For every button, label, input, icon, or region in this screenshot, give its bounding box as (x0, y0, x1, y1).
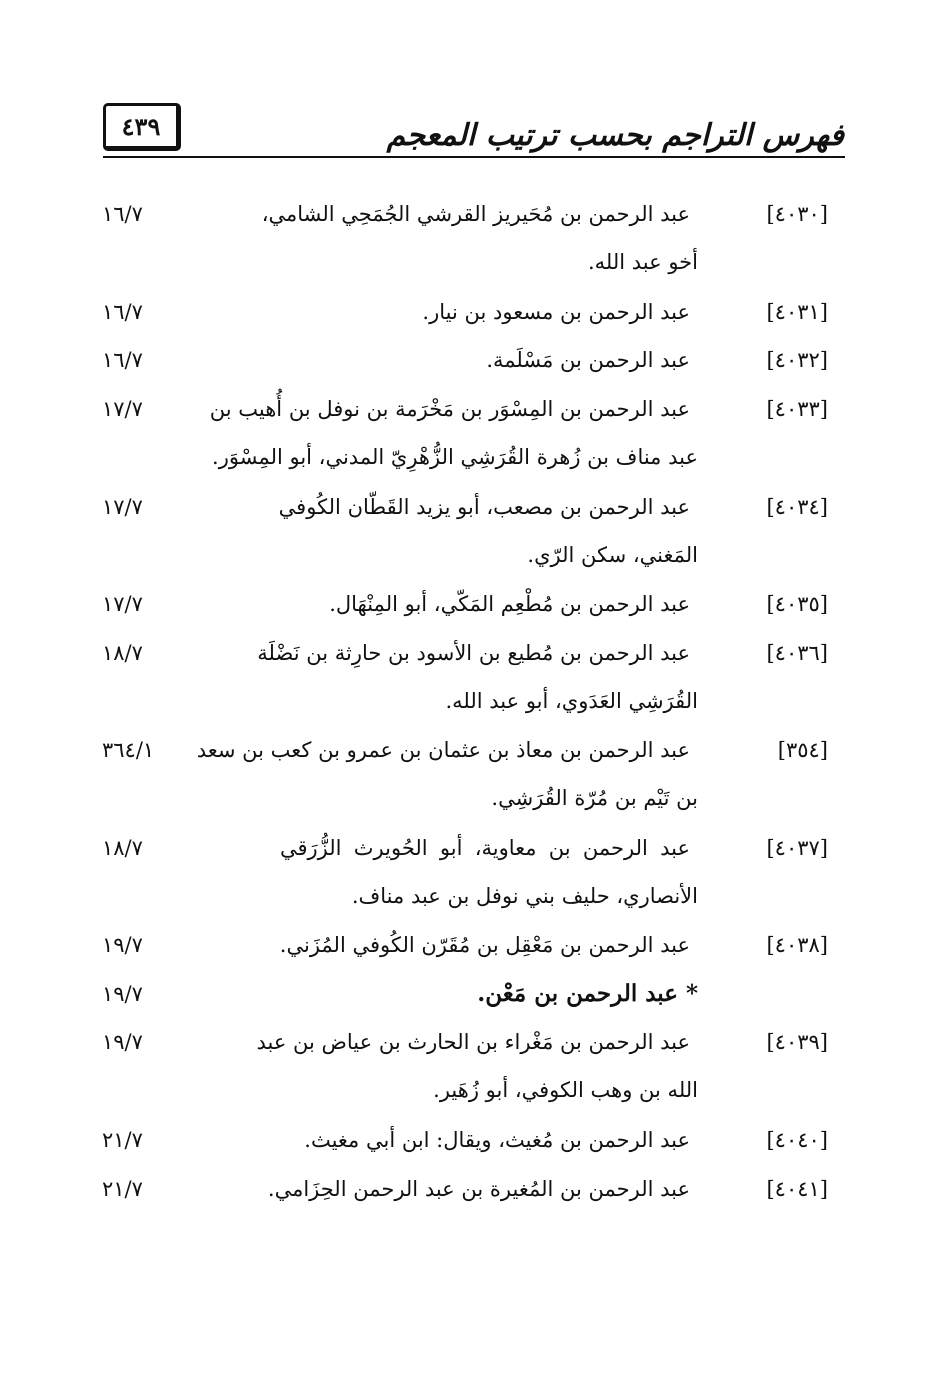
entry-number: [٤٠٣٩] (766, 1030, 828, 1054)
volume-page-reference: ١٩/٧ (102, 933, 143, 957)
entry-number: [٤٠٣٣] (766, 397, 828, 421)
entry-text-line: عبد الرحمن بن المِسْوَر بن مَخْرَمة بن نوفل بن أُهيب بن (209, 397, 690, 421)
entry-text-line: عبد الرحمن بن معاوية، أبو الحُويرث الزُّرَقي (280, 836, 690, 860)
entry-text-line: عبد الرحمن بن مسعود بن نيار. (422, 300, 690, 324)
entry-text-line: الله بن وهب الكوفي، أبو زُهَير. (433, 1078, 698, 1102)
entry-text-line: بن تَيْم بن مُرّة القُرَشِي. (491, 786, 698, 810)
entry-number: [٤٠٣٨] (766, 933, 828, 957)
entry-text-line: عبد الرحمن بن مُطيع بن الأسود بن حارِثة بن نَضْلَة (257, 641, 690, 665)
entry-text-line: الأنصاري، حليف بني نوفل بن عبد مناف. (351, 884, 698, 908)
entry-text-line: عبد الرحمن بن مَسْلَمة. (486, 348, 690, 372)
entry-text-line: عبد الرحمن بن معاذ بن عثمان بن عمرو بن كعب بن سعد (196, 738, 690, 762)
entry-number: [٤٠٣١] (766, 300, 828, 324)
volume-page-reference: ١٧/٧ (102, 592, 143, 616)
header-rule (103, 156, 845, 158)
volume-page-reference: ١٦/٧ (102, 348, 143, 372)
entry-number: [٤٠٣٢] (766, 348, 828, 372)
page-number-box (103, 103, 181, 151)
entry-text-line: المَغني، سكن الرّي. (527, 543, 698, 567)
entry-text-line: عبد الرحمن بن مصعب، أبو يزيد القَطّان الكُوفي (278, 495, 690, 519)
volume-page-reference: ١٧/٧ (102, 397, 143, 421)
entry-text-line: عبد الرحمن بن مُطْعِم المَكّي، أبو المِنْهَال. (329, 592, 690, 616)
volume-page-reference: ٢١/٧ (102, 1177, 143, 1201)
entry-text-line: عبد الرحمن بن مَغْراء بن الحارث بن عياض بن عبد (256, 1030, 690, 1054)
volume-page-reference: ٢١/٧ (102, 1128, 143, 1152)
entry-text-line: عبد الرحمن بن مُغيث، ويقال: ابن أبي مغيث. (304, 1128, 690, 1152)
entry-number: [٤٠٣٧] (766, 836, 828, 860)
entry-number: [٤٠٣٦] (766, 641, 828, 665)
entry-text-line: * عبد الرحمن بن مَعْن. (477, 980, 698, 1007)
volume-page-reference: ١٩/٧ (102, 1030, 143, 1054)
entry-number: [٤٠٤١] (766, 1177, 828, 1201)
entry-number: [٤٠٤٠] (766, 1128, 828, 1152)
volume-page-reference: ١٧/٧ (102, 495, 143, 519)
entry-number: [٣٥٤] (777, 738, 828, 762)
volume-page-reference: ١٨/٧ (102, 641, 143, 665)
volume-page-reference: ١٨/٧ (102, 836, 143, 860)
entry-text-line: عبد الرحمن بن مُحَيريز القرشي الجُمَحِي الشامي، (261, 202, 690, 226)
volume-page-reference: ٣٦٤/١ (102, 738, 155, 762)
volume-page-reference: ١٩/٧ (102, 982, 143, 1006)
entry-text-line: عبد مناف بن زُهرة القُرَشِي الزُّهْرِيّ المدني، أبو المِسْوَر. (212, 445, 698, 469)
volume-page-reference: ١٦/٧ (102, 300, 143, 324)
entry-text-line: أخو عبد الله. (587, 250, 698, 274)
entry-number: [٤٠٣٤] (766, 495, 828, 519)
entry-text-line: عبد الرحمن بن مَعْقِل بن مُقَرّن الكُوفي المُزَني. (279, 933, 690, 957)
page-number: ٤٣٩ (121, 111, 161, 141)
entry-text-line: القُرَشِي العَدَوي، أبو عبد الله. (445, 689, 698, 713)
entry-text-line: عبد الرحمن بن المُغيرة بن عبد الرحمن الحِزَامي. (267, 1177, 690, 1201)
page-header-title: فهرس التراجم بحسب ترتيب المعجم (386, 118, 844, 153)
volume-page-reference: ١٦/٧ (102, 202, 143, 226)
entry-number: [٤٠٣٠] (766, 202, 828, 226)
entry-number: [٤٠٣٥] (766, 592, 828, 616)
